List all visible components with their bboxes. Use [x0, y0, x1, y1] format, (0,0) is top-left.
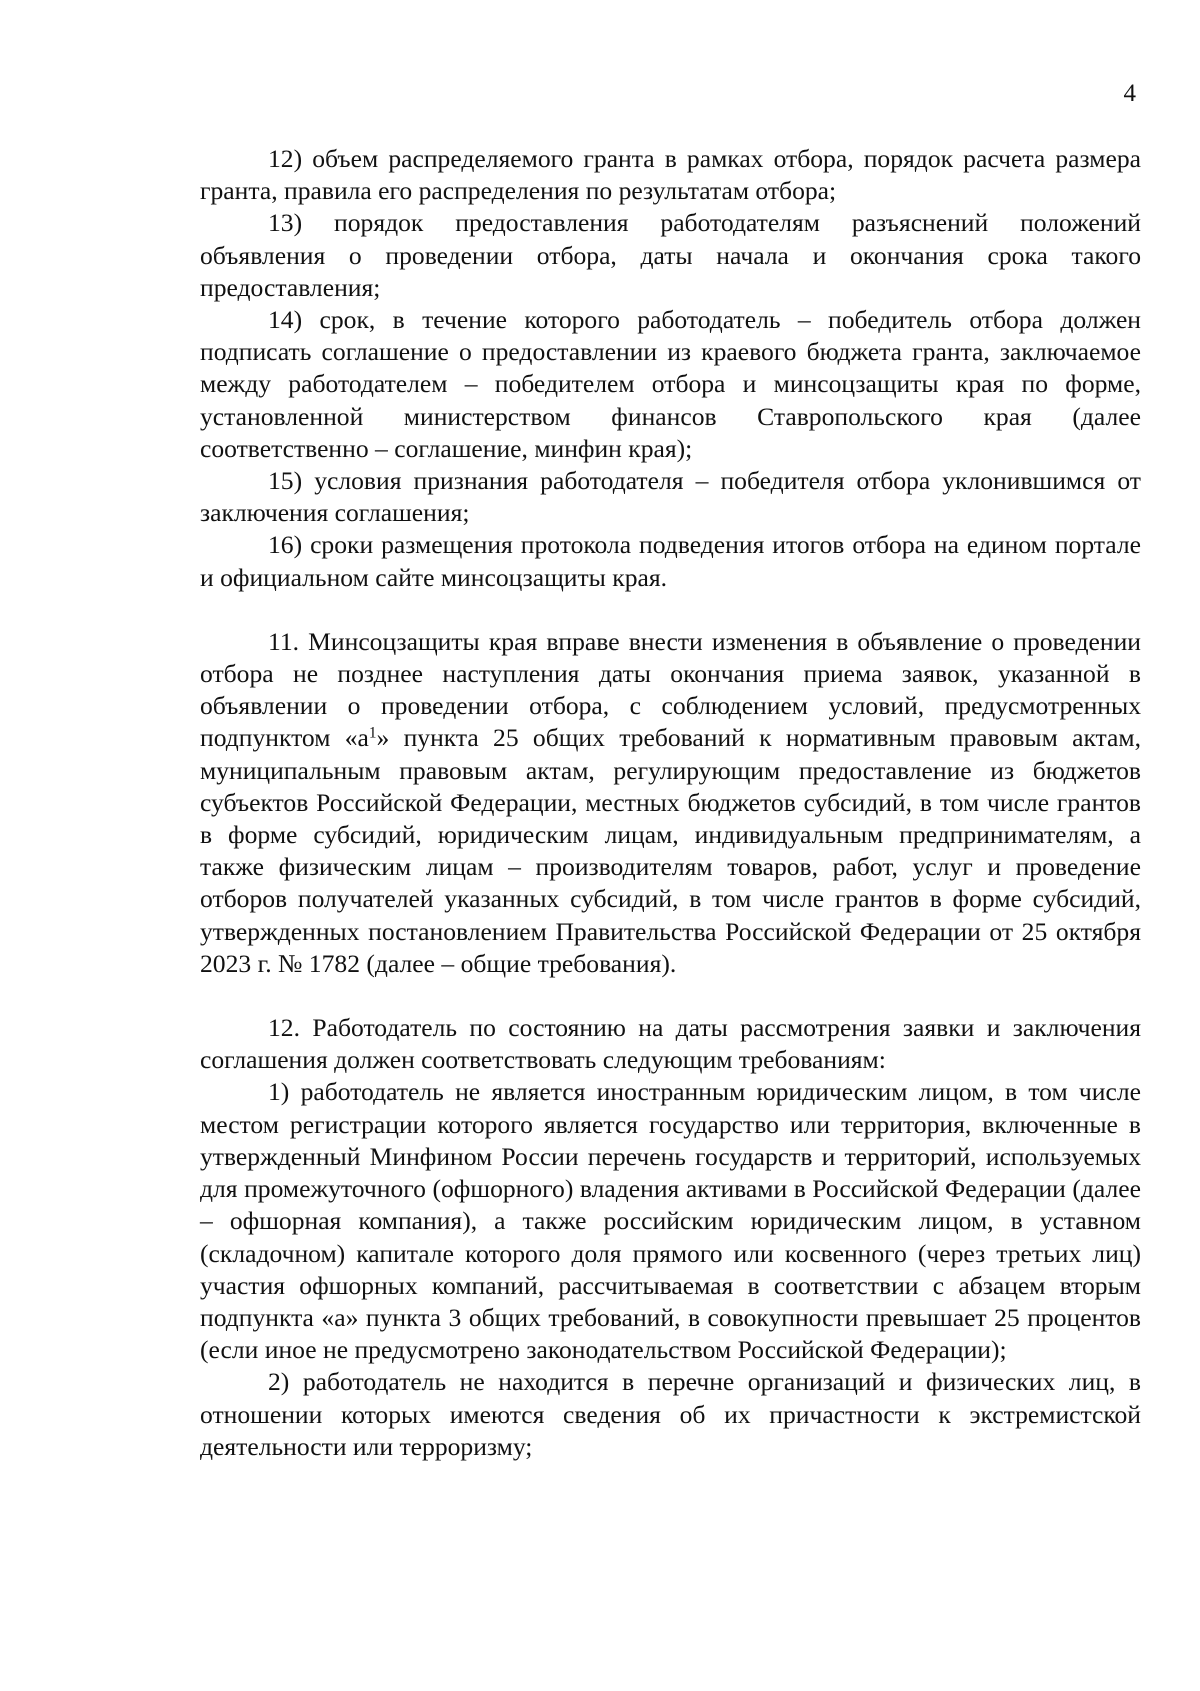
- paragraph-item-15: 15) условия признания работодателя – победителя отбора уклонившимся от заключения соглашения;: [200, 466, 1141, 528]
- page-number: 4: [1123, 80, 1136, 107]
- paragraph-requirement-1: 1) работодатель не является иностранным юридическим лицом, в том числе местом регистрации которого является государство или территория, включенные в утвержденный Минфином России перечень государств и территорий, используемых для промежуточного (офшорного) владения активами в Российской Федерации (далее – офшорная компания), а также российским юридическим лицом, в уставном (складочном) капитале которого доля прямого или косвенного (через третьих лиц) участия офшорных компаний, рассчитываемая в соответствии с абзацем вторым подпункта «а» пункта 3 общих требований, в совокупности превышает 25 процентов (если иное не предусмотрено законодательством Российской Федерации);: [200, 1077, 1141, 1365]
- paragraph-item-14: 14) срок, в течение которого работодатель – победитель отбора должен подписать соглашение о предоставлении из краевого бюджета гранта, заключаемое между работодателем – победителем отбора и минсоцзащиты края по форме, установленной министерством финансов Ставропольского края (далее соответственно – соглашение, минфин края);: [200, 305, 1141, 463]
- point-11-text-start: 11. Минсоцзащиты края вправе внести изменения в объявление о проведении отбора не позднее наступления даты окончания приема заявок, указанной в объявлении о проведении отбора, с соблюдением условий, предусмотренных подпунктом «а: [200, 626, 1141, 753]
- paragraph-requirement-2: 2) работодатель не находится в перечне организаций и физических лиц, в отношении которых имеются сведения об их причастности к экстремистской деятельности или терроризму;: [200, 1367, 1141, 1461]
- paragraph-item-16: 16) сроки размещения протокола подведения итогов отбора на едином портале и официальном сайте минсоцзащиты края.: [200, 530, 1141, 592]
- point-11-text-end: » пункта 25 общих требований к нормативным правовым актам, муниципальным правовым актам, регулирующим предоставление из бюджетов субъектов Российской Федерации, местных бюджетов субсидий, в том числе грантов в форме субсидий, юридическим лицам, индивидуальным предпринимателям, а также физическим лицам – производителям товаров, работ, услуг и проведение отборов получателей указанных субсидий, в том числе грантов в форме субсидий, утвержденных постановлением Правительства Российской Федерации от 25 октября 2023 г. № 1782 (далее – общие требования).: [200, 723, 1141, 978]
- paragraph-point-11: [200, 626, 1141, 980]
- section-gap: [200, 980, 1141, 1012]
- paragraph-item-12: 12) объем распределяемого гранта в рамках отбора, порядок расчета размера гранта, правила его распределения по результатам отбора;: [200, 144, 1141, 206]
- paragraph-item-13: 13) порядок предоставления работодателям разъяснений положений объявления о проведении отбора, даты начала и окончания срока такого предоставления;: [200, 208, 1141, 302]
- paragraph-point-12: 12. Работодатель по состоянию на даты рассмотрения заявки и заключения соглашения должен соответствовать следующим требованиям:: [200, 1013, 1141, 1075]
- section-gap: [200, 594, 1141, 626]
- document-body: [200, 143, 1141, 1463]
- superscript-index: 1: [368, 725, 377, 743]
